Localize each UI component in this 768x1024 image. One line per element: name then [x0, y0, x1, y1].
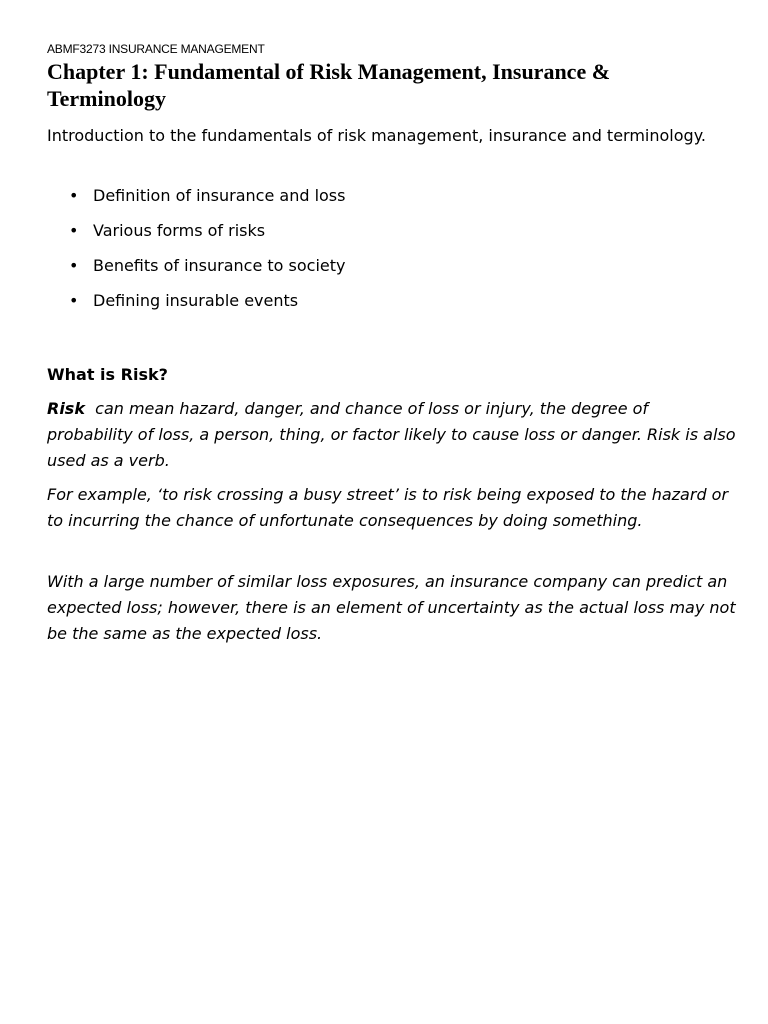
- topic-item: [47, 219, 707, 254]
- chapter-title: Chapter 1: Fundamental of Risk Management, Insurance & Terminology: [47, 59, 611, 111]
- topic-item: [47, 184, 707, 219]
- topic-label: Defining insurable events: [93, 291, 299, 310]
- topic-label: Various forms of risks: [93, 221, 266, 240]
- topic-label: Benefits of insurance to society: [93, 256, 346, 275]
- risk-definition-paragraph: [47, 396, 737, 474]
- risk-term: Risk: [47, 399, 85, 418]
- course-header: ABMF3273 INSURANCE MANAGEMENT: [47, 42, 265, 56]
- topic-label: Definition of insurance and loss: [93, 186, 346, 205]
- topic-item: [47, 289, 707, 324]
- risk-example-paragraph: For example, ‘to risk crossing a busy street’ is to risk being exposed to the hazard or to incurring the chance of unfortunate consequences by doing something.: [47, 485, 729, 530]
- risk-definition-text: can mean hazard, danger, and chance of loss or injury, the degree of probability of loss, a person, thing, or factor likely to cause loss or danger. Risk is also used as a verb.: [47, 399, 736, 470]
- bullet-icon: •: [69, 256, 79, 275]
- topics-list: [47, 184, 707, 324]
- section-heading: What is Risk?: [47, 365, 168, 384]
- topic-item: [47, 254, 707, 289]
- bullet-icon: •: [69, 186, 79, 205]
- bullet-icon: •: [69, 221, 79, 240]
- risk-uncertainty-paragraph: With a large number of similar loss exposures, an insurance company can predict an expected loss; however, there is an element of uncertainty as the actual loss may not be the same as the expected loss.: [47, 572, 736, 643]
- bullet-icon: •: [69, 291, 79, 310]
- intro-paragraph: Introduction to the fundamentals of risk management, insurance and terminology.: [47, 126, 706, 145]
